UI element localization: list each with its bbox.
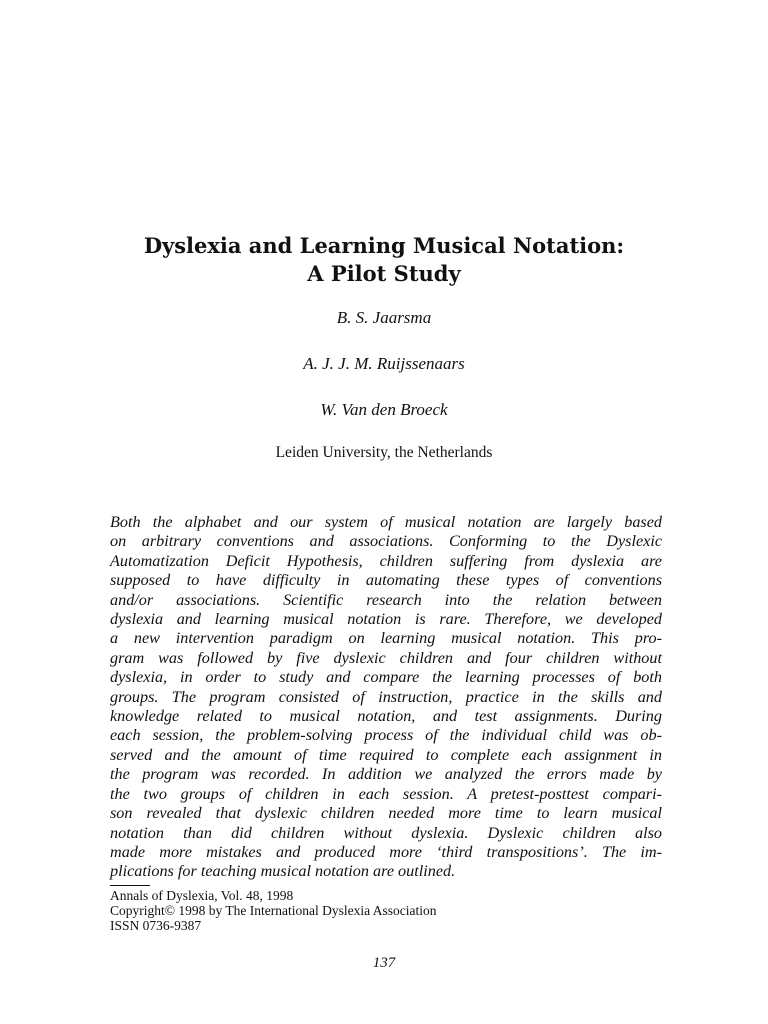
abstract	[110, 513, 662, 882]
abstract-line: served and the amount of time required to complete each assignment in	[110, 745, 662, 764]
abstract-line: supposed to have difficulty in automating these types of conventions	[110, 571, 662, 590]
abstract-line: gram was followed by five dyslexic children and four children without	[110, 648, 662, 667]
abstract-line: son revealed that dyslexic children needed more time to learn musical	[110, 804, 662, 823]
abstract-line: a new intervention paradigm on learning musical notation. This pro-	[110, 629, 662, 648]
author-2: A. J. J. M. Ruijssenaars	[303, 354, 465, 373]
abstract-line: dyslexia and learning musical notation is rare. Therefore, we developed	[110, 610, 662, 629]
abstract-line: and/or associations. Scientific research into the relation between	[110, 590, 662, 609]
author-1: B. S. Jaarsma	[336, 308, 432, 327]
paper-title-line-1: Dyslexia and Learning Musical Notation:	[143, 233, 625, 258]
abstract-line: the two groups of children in each session. A pretest-posttest compari-	[110, 784, 662, 803]
paper-title	[0, 232, 768, 288]
abstract-line: knowledge related to musical notation, and test assignments. During	[110, 707, 662, 726]
journal-citation: Annals of Dyslexia, Vol. 48, 1998	[110, 888, 294, 903]
paper-title-line-2: A Pilot Study	[307, 261, 461, 286]
abstract-line: Both the alphabet and our system of musical notation are largely based	[110, 513, 662, 531]
footnote	[110, 888, 436, 933]
affiliation: Leiden University, the Netherlands	[275, 444, 493, 461]
page-number: 137	[372, 955, 396, 971]
abstract-line: each session, the problem-solving process of the individual child was ob-	[110, 726, 662, 745]
abstract-line: the program was recorded. In addition we analyzed the errors made by	[110, 765, 662, 784]
issn: ISSN 0736-9387	[110, 918, 202, 933]
abstract-line: made more mistakes and produced more ‘third transpositions’. The im-	[110, 842, 662, 861]
abstract-line: dyslexia, in order to study and compare the learning processes of both	[110, 668, 662, 687]
abstract-line: on arbitrary conventions and associations. Conforming to the Dyslexic	[110, 532, 662, 551]
copyright-notice: Copyright© 1998 by The International Dyslexia Association	[110, 903, 437, 918]
abstract-line: plications for teaching musical notation are outlined.	[110, 862, 456, 881]
footnote-divider	[110, 885, 150, 886]
abstract-line: Automatization Deficit Hypothesis, children suffering from dyslexia are	[110, 551, 662, 570]
abstract-line: notation than did children without dyslexia. Dyslexic children also	[110, 823, 662, 842]
author-3: W. Van den Broeck	[320, 400, 448, 419]
abstract-line: groups. The program consisted of instruction, practice in the skills and	[110, 687, 662, 706]
